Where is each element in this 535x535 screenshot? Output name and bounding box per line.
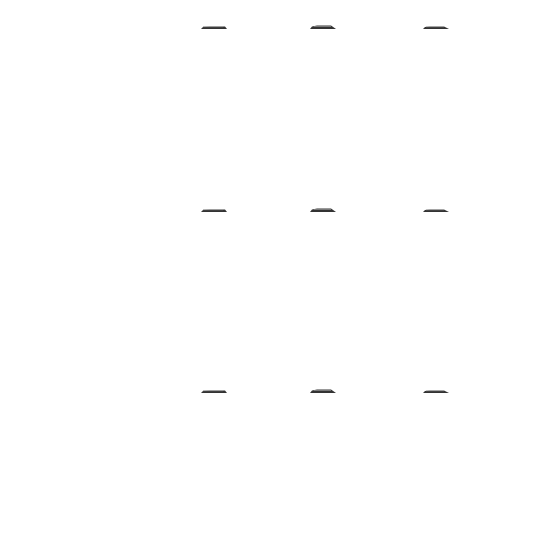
tray-top-edge-icon	[309, 207, 337, 213]
tray-top-edge-icon	[422, 388, 450, 394]
tray-top-edge-icon	[309, 24, 337, 30]
tray-top-edge-icon	[422, 207, 450, 213]
tray-top-edge-icon	[422, 24, 450, 30]
tray-top-edge-icon-svg	[200, 388, 228, 394]
tray-top-edge-icon	[200, 207, 228, 213]
tray-top-edge-icon-svg	[200, 24, 228, 30]
grid-row-3	[0, 388, 535, 394]
tray-top-edge-icon-svg	[309, 388, 337, 394]
tray-top-edge-icon-svg	[422, 207, 450, 213]
tray-top-edge-icon-svg	[309, 207, 337, 213]
grid-row-1	[0, 24, 535, 30]
tray-top-edge-icon	[309, 388, 337, 394]
tray-top-edge-icon-svg	[309, 24, 337, 30]
tray-top-edge-icon	[200, 24, 228, 30]
grid-row-2	[0, 207, 535, 213]
tray-top-edge-icon-svg	[200, 207, 228, 213]
tray-top-edge-icon-svg	[422, 388, 450, 394]
tray-top-edge-icon	[200, 388, 228, 394]
tray-top-edge-icon-svg	[422, 24, 450, 30]
